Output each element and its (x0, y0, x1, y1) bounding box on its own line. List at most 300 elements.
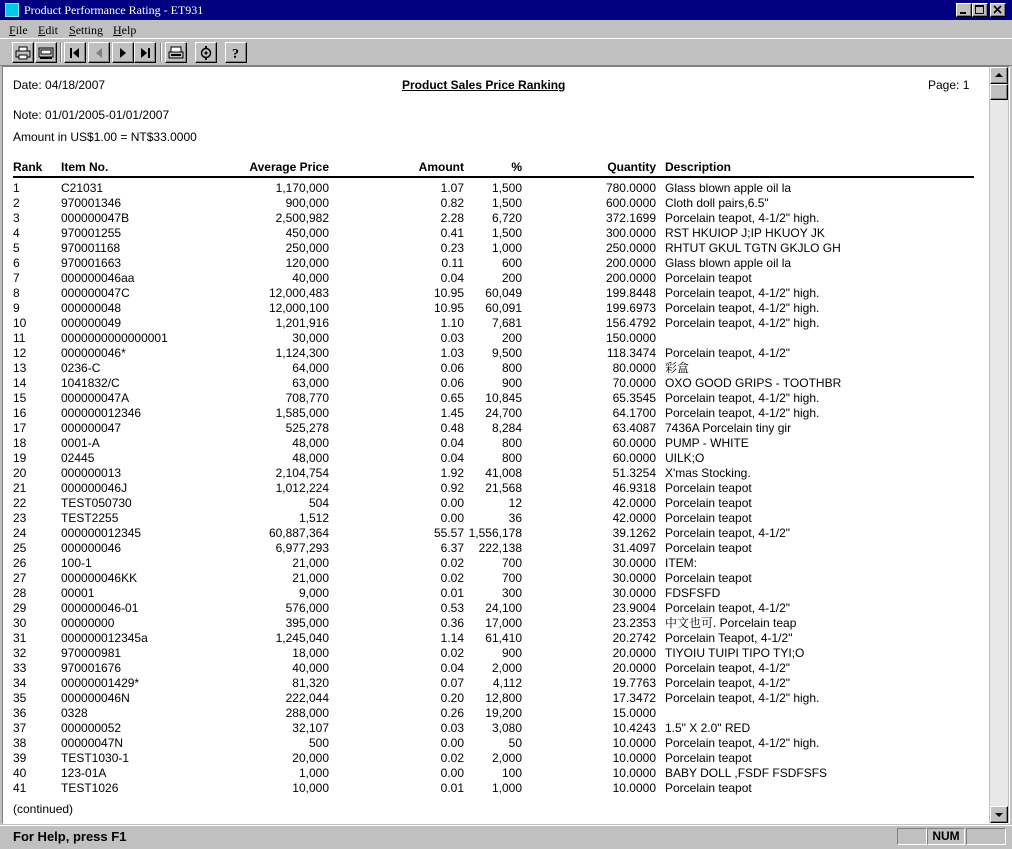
cell-avg-price: 2,104,754 (275, 466, 329, 480)
vertical-scrollbar[interactable] (990, 67, 1008, 823)
cell-avg-price: 9,000 (298, 586, 329, 600)
cell-rank: 33 (13, 661, 27, 675)
cell-rank: 15 (13, 391, 27, 405)
cell-item-no: 000000012346 (61, 406, 142, 420)
table-row (3, 316, 989, 331)
cell-quantity: 65.3545 (612, 391, 656, 405)
menu-help[interactable]: Help (113, 23, 137, 37)
table-row (3, 751, 989, 766)
table-row (3, 241, 989, 256)
down-arrow-icon (995, 813, 1003, 817)
minimize-icon (957, 4, 971, 16)
cell-item-no: 000000046-01 (61, 601, 139, 615)
cell-rank: 7 (13, 271, 20, 285)
cell-item-no: 000000046 (61, 541, 122, 555)
cell-percent: 900 (501, 376, 522, 390)
cell-percent: 4,112 (492, 676, 522, 690)
previous-page-icon (92, 47, 106, 59)
table-row (3, 256, 989, 271)
col-header-rank: Rank (13, 160, 43, 174)
table-row (3, 736, 989, 751)
cell-amount: 10.95 (433, 301, 464, 315)
cell-item-no: C21031 (61, 181, 104, 195)
cell-percent: 600 (501, 256, 522, 270)
table-row (3, 661, 989, 676)
cell-rank: 9 (13, 301, 20, 315)
table-row (3, 691, 989, 706)
table-row (3, 706, 989, 721)
cell-amount: 0.01 (440, 781, 464, 795)
table-row (3, 481, 989, 496)
cell-description: BABY DOLL ,FSDF FSDFSFS (665, 766, 828, 780)
cell-quantity: 15.0000 (612, 706, 656, 720)
cell-avg-price: 504 (308, 496, 329, 510)
cell-quantity: 31.4097 (612, 541, 656, 555)
cell-rank: 31 (13, 631, 27, 645)
cell-percent: 1,500 (491, 226, 522, 240)
cell-amount: 0.00 (440, 766, 464, 780)
cell-amount: 0.03 (440, 721, 464, 735)
cell-amount: 0.00 (440, 511, 464, 525)
cell-percent: 10,845 (485, 391, 522, 405)
cell-description: Porcelain teapot (665, 781, 752, 795)
cell-percent: 6,720 (491, 211, 522, 225)
col-header-description: Description (665, 160, 732, 174)
table-row (3, 361, 989, 376)
cell-amount: 0.04 (440, 271, 464, 285)
status-panel-scroll (966, 828, 1006, 845)
cell-rank: 6 (13, 256, 20, 270)
table-row (3, 511, 989, 526)
previous-page-button[interactable] (88, 42, 110, 63)
cell-description: Porcelain teapot, 4-1/2" (665, 346, 791, 360)
cell-description: Glass blown apple oil la (665, 181, 792, 195)
cell-description: Porcelain teapot (665, 481, 752, 495)
cell-item-no: 000000046aa (61, 271, 135, 285)
cell-avg-price: 1,201,916 (275, 316, 329, 330)
table-row (3, 601, 989, 616)
cell-quantity: 10.0000 (612, 781, 656, 795)
table-row (3, 451, 989, 466)
cell-percent: 41,008 (485, 466, 522, 480)
scroll-down-button[interactable] (990, 806, 1008, 823)
cell-percent: 700 (501, 571, 522, 585)
print-preview-icon (38, 46, 54, 60)
cell-rank: 29 (13, 601, 27, 615)
cell-amount: 0.01 (440, 586, 464, 600)
table-row (3, 406, 989, 421)
table-row (3, 376, 989, 391)
app-icon (5, 3, 19, 17)
cell-item-no: 970001255 (61, 226, 122, 240)
cell-item-no: 000000047C (61, 286, 130, 300)
cell-quantity: 30.0000 (612, 586, 656, 600)
menu-setting[interactable]: Setting (69, 23, 104, 37)
cell-avg-price: 21,000 (292, 571, 329, 585)
cell-item-no: 970001663 (61, 256, 122, 270)
cell-rank: 25 (13, 541, 27, 555)
table-row (3, 181, 989, 196)
cell-amount: 0.04 (440, 451, 464, 465)
cell-rank: 40 (13, 766, 27, 780)
cell-quantity: 372.1699 (605, 211, 656, 225)
cell-avg-price: 1,124,300 (275, 346, 329, 360)
cell-quantity: 64.1700 (612, 406, 656, 420)
cell-avg-price: 500 (308, 736, 329, 750)
cell-item-no: 000000013 (61, 466, 122, 480)
table-row (3, 526, 989, 541)
cell-item-no: 970001346 (61, 196, 122, 210)
cell-amount: 0.02 (440, 556, 464, 570)
cell-amount: 0.00 (440, 736, 464, 750)
print-preview-button[interactable] (35, 42, 57, 63)
cell-amount: 0.23 (440, 241, 464, 255)
cell-avg-price: 1,512 (298, 511, 329, 525)
table-row (3, 721, 989, 736)
cell-avg-price: 250,000 (285, 241, 329, 255)
cell-item-no: 000000052 (61, 721, 122, 735)
cell-percent: 1,500 (491, 181, 522, 195)
cell-percent: 24,700 (485, 406, 522, 420)
cell-quantity: 600.0000 (605, 196, 656, 210)
close-icon (991, 4, 1005, 16)
help-icon (228, 46, 244, 60)
cell-rank: 12 (13, 346, 27, 360)
col-header-item: Item No. (61, 160, 109, 174)
cell-item-no: 970000981 (61, 646, 122, 660)
cell-rank: 41 (13, 781, 27, 795)
cell-amount: 0.02 (440, 751, 464, 765)
cell-quantity: 20.0000 (612, 661, 656, 675)
cell-percent: 12,800 (485, 691, 522, 705)
cell-percent: 12 (508, 496, 522, 510)
next-page-button[interactable] (112, 42, 134, 63)
cell-item-no: 000000046* (61, 346, 126, 360)
table-row (3, 286, 989, 301)
cell-quantity: 20.0000 (612, 646, 656, 660)
cell-percent: 200 (501, 331, 522, 345)
cell-avg-price: 576,000 (285, 601, 329, 615)
cell-amount: 0.41 (440, 226, 464, 240)
cell-avg-price: 12,000,483 (268, 286, 329, 300)
status-bar (0, 825, 1012, 849)
cell-description: Porcelain teapot, 4-1/2" (665, 676, 791, 690)
cell-quantity: 250.0000 (605, 241, 656, 255)
cell-item-no: 000000012345 (61, 526, 142, 540)
cell-description: Porcelain teapot, 4-1/2" (665, 601, 791, 615)
cell-item-no: 000000047A (61, 391, 130, 405)
cell-percent: 800 (501, 451, 522, 465)
cell-item-no: TEST050730 (61, 496, 132, 510)
cell-quantity: 23.2353 (612, 616, 656, 630)
minimize-button[interactable] (956, 3, 972, 17)
cell-item-no: 000000046KK (61, 571, 138, 585)
cell-item-no: 02445 (61, 451, 95, 465)
cell-avg-price: 6,977,293 (275, 541, 329, 555)
cell-rank: 13 (13, 361, 27, 375)
cell-avg-price: 1,245,040 (275, 631, 329, 645)
cell-rank: 36 (13, 706, 27, 720)
scroll-up-button[interactable] (990, 67, 1008, 84)
cell-description: OXO GOOD GRIPS - TOOTHBR (665, 376, 842, 390)
cell-rank: 17 (13, 421, 27, 435)
table-row (3, 586, 989, 601)
cell-description: Porcelain teapot, 4-1/2" high. (665, 286, 820, 300)
cell-percent: 900 (501, 646, 522, 660)
print-button[interactable] (12, 42, 34, 63)
cell-quantity: 19.7763 (612, 676, 656, 690)
first-page-icon (68, 47, 82, 59)
cell-percent: 50 (508, 736, 522, 750)
table-row (3, 271, 989, 286)
cell-avg-price: 1,585,000 (275, 406, 329, 420)
cell-quantity: 51.3254 (612, 466, 656, 480)
cell-item-no: 970001676 (61, 661, 122, 675)
cell-avg-price: 64,000 (292, 361, 329, 375)
status-panel-caps (897, 828, 927, 845)
table-row (3, 331, 989, 346)
cell-description: Porcelain teapot (665, 751, 752, 765)
cell-rank: 26 (13, 556, 27, 570)
maximize-button[interactable] (972, 3, 988, 17)
cell-percent: 1,000 (491, 781, 522, 795)
cell-item-no: 0236-C (61, 361, 101, 375)
cell-rank: 23 (13, 511, 27, 525)
cell-item-no: TEST2255 (61, 511, 119, 525)
cell-avg-price: 60,887,364 (268, 526, 329, 540)
cell-percent: 1,500 (491, 196, 522, 210)
table-row (3, 301, 989, 316)
cell-quantity: 30.0000 (612, 556, 656, 570)
cell-item-no: 970001168 (61, 241, 121, 255)
cell-avg-price: 81,320 (292, 676, 329, 690)
cell-item-no: TEST1030-1 (61, 751, 130, 765)
cell-quantity: 199.8448 (605, 286, 656, 300)
cell-item-no: 000000048 (61, 301, 122, 315)
cell-quantity: 60.0000 (612, 436, 656, 450)
cell-item-no: 123-01A (61, 766, 107, 780)
cell-amount: 0.48 (440, 421, 464, 435)
cell-rank: 14 (13, 376, 27, 390)
cell-description: PUMP - WHITE (665, 436, 749, 450)
cell-quantity: 200.0000 (605, 271, 656, 285)
cell-amount: 1.14 (440, 631, 464, 645)
table-row (3, 541, 989, 556)
table-row (3, 391, 989, 406)
cell-avg-price: 20,000 (292, 751, 329, 765)
cell-item-no: 000000046N (61, 691, 130, 705)
cell-description: Porcelain teapot, 4-1/2" high. (665, 211, 820, 225)
cell-item-no: 0328 (61, 706, 88, 720)
cell-description: UILK;O (665, 451, 705, 465)
cell-description: RHTUT GKUL TGTN GKJLO GH (665, 241, 841, 255)
cell-percent: 21,568 (485, 481, 522, 495)
cell-percent: 222,138 (478, 541, 522, 555)
cell-avg-price: 395,000 (285, 616, 329, 630)
menu-file[interactable]: File (9, 23, 28, 37)
cell-rank: 1 (13, 181, 20, 195)
cell-rank: 19 (13, 451, 27, 465)
cell-description: Porcelain teapot, 4-1/2" high. (665, 316, 820, 330)
cell-rank: 2 (13, 196, 20, 210)
cell-quantity: 200.0000 (605, 256, 656, 270)
cell-avg-price: 1,000 (298, 766, 329, 780)
cell-rank: 39 (13, 751, 27, 765)
cell-percent: 8,284 (491, 421, 522, 435)
cell-description: Porcelain teapot, 4-1/2" high. (665, 301, 820, 315)
cell-item-no: 0000000000000001 (61, 331, 168, 345)
cell-item-no: 00000000 (61, 616, 115, 630)
close-button[interactable] (990, 3, 1006, 17)
cell-quantity: 20.2742 (612, 631, 656, 645)
table-row (3, 631, 989, 646)
cell-percent: 800 (501, 436, 522, 450)
cell-description: Porcelain teapot, 4-1/2" high. (665, 736, 820, 750)
cell-quantity: 780.0000 (605, 181, 656, 195)
cell-quantity: 300.0000 (605, 226, 656, 240)
cell-amount: 6.37 (440, 541, 464, 555)
cell-quantity: 10.0000 (612, 736, 656, 750)
table-row (3, 616, 989, 631)
cell-avg-price: 48,000 (292, 436, 329, 450)
table-row (3, 676, 989, 691)
cell-rank: 38 (13, 736, 27, 750)
table-row (3, 646, 989, 661)
cell-quantity: 70.0000 (612, 376, 656, 390)
cell-percent: 36 (508, 511, 522, 525)
report-page[interactable] (3, 67, 989, 823)
col-header-avg-price: Average Price (249, 160, 329, 174)
cell-amount: 0.06 (440, 376, 464, 390)
cell-description: Glass blown apple oil la (665, 256, 792, 270)
table-row (3, 421, 989, 436)
cell-quantity: 118.3474 (606, 346, 656, 360)
cell-percent: 19,200 (485, 706, 522, 720)
cell-rank: 30 (13, 616, 27, 630)
cell-percent: 60,091 (485, 301, 522, 315)
scroll-thumb[interactable] (990, 84, 1008, 100)
cell-item-no: 000000046J (61, 481, 128, 495)
menu-edit[interactable]: Edit (38, 23, 59, 37)
cell-description: RST HKUIOP J;IP HKUOY JK (665, 226, 825, 240)
cell-quantity: 10.0000 (612, 766, 656, 780)
cell-rank: 8 (13, 286, 20, 300)
cell-description: FDSFSFD (665, 586, 721, 600)
cell-description: Porcelain teapot, 4-1/2" (665, 526, 791, 540)
cell-rank: 3 (13, 211, 20, 225)
cell-percent: 7,681 (491, 316, 522, 330)
help-button[interactable] (225, 42, 247, 63)
cell-amount: 0.04 (440, 661, 464, 675)
cell-percent: 17,000 (485, 616, 522, 630)
cell-amount: 0.65 (440, 391, 464, 405)
cell-amount: 0.36 (440, 616, 464, 630)
cell-avg-price: 40,000 (292, 661, 329, 675)
cell-item-no: 00000001429* (61, 676, 140, 690)
cell-percent: 800 (501, 361, 522, 375)
setup-button[interactable] (195, 42, 217, 63)
cell-rank: 24 (13, 526, 27, 540)
cell-amount: 55.57 (433, 526, 464, 540)
cell-description: Porcelain teapot (665, 541, 752, 555)
cell-amount: 1.10 (440, 316, 464, 330)
table-row (3, 436, 989, 451)
continued-label: (continued) (13, 802, 74, 816)
table-row (3, 496, 989, 511)
cell-item-no: TEST1026 (61, 781, 119, 795)
toolbar-separator (160, 43, 162, 62)
table-row (3, 571, 989, 586)
cell-percent: 300 (501, 586, 522, 600)
cell-avg-price: 32,107 (292, 721, 329, 735)
cell-description: Porcelain teapot, 4-1/2" high. (665, 691, 820, 705)
table-row (3, 781, 989, 796)
report-date: Date: 04/18/2007 (13, 78, 106, 92)
col-header-quantity: Quantity (607, 160, 656, 174)
cell-quantity: 150.0000 (605, 331, 656, 345)
window-title: Product Performance Rating - ET931 (24, 3, 204, 17)
cell-avg-price: 120,000 (285, 256, 329, 270)
first-page-button[interactable] (64, 42, 86, 63)
cell-amount: 0.53 (440, 601, 464, 615)
table-row (3, 766, 989, 781)
cell-description: Porcelain teapot (665, 511, 752, 525)
header-rule (13, 176, 974, 178)
cell-description: Porcelain teapot, 4-1/2" high. (665, 406, 820, 420)
last-page-button[interactable] (134, 42, 156, 63)
up-arrow-icon (995, 73, 1003, 77)
status-help-text: For Help, press F1 (13, 829, 127, 844)
cell-percent: 100 (501, 766, 522, 780)
cell-quantity: 10.4243 (612, 721, 656, 735)
cell-quantity: 10.0000 (612, 751, 656, 765)
cell-avg-price: 40,000 (292, 271, 329, 285)
cell-percent: 1,000 (491, 241, 522, 255)
status-panel-num: NUM (927, 828, 965, 845)
cell-percent: 24,100 (485, 601, 522, 615)
cell-percent: 9,500 (491, 346, 522, 360)
table-row (3, 196, 989, 211)
cell-rank: 5 (13, 241, 20, 255)
cell-item-no: 00001 (61, 586, 95, 600)
cell-description: Cloth doll pairs,6.5" (665, 196, 769, 210)
cell-item-no: 00000047N (61, 736, 124, 750)
col-header-amount: Amount (418, 160, 464, 174)
cell-rank: 10 (13, 316, 27, 330)
cell-description: TIYOIU TUIPI TIPO TYI;O (665, 646, 805, 660)
cell-percent: 200 (501, 271, 522, 285)
cell-avg-price: 2,500,982 (275, 211, 329, 225)
cell-avg-price: 12,000,100 (268, 301, 329, 315)
cell-rank: 11 (13, 331, 26, 345)
next-page-icon (116, 47, 130, 59)
cell-amount: 0.11 (441, 256, 464, 270)
cell-rank: 35 (13, 691, 27, 705)
last-page-icon (138, 47, 152, 59)
cell-quantity: 60.0000 (612, 451, 656, 465)
printer-button[interactable] (165, 42, 187, 63)
cell-avg-price: 1,170,000 (275, 181, 329, 195)
cell-percent: 700 (501, 556, 522, 570)
cell-description: 中文也可. Porcelain teap (665, 616, 797, 630)
cell-amount: 0.26 (440, 706, 464, 720)
table-row (3, 556, 989, 571)
currency-note: Amount in US$1.00 = NT$33.0000 (13, 130, 197, 144)
cell-rank: 28 (13, 586, 27, 600)
cell-avg-price: 288,000 (285, 706, 329, 720)
cell-rank: 21 (13, 481, 27, 495)
menu-bar (0, 20, 1012, 38)
